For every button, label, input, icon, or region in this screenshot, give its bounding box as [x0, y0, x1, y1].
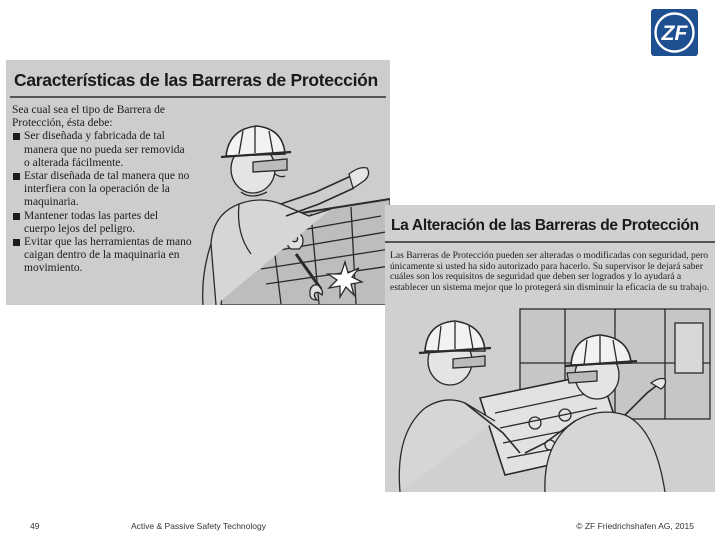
list-item [12, 236, 192, 276]
workers-at-control-panel-illustration [385, 303, 715, 492]
list-item-text: Evitar que las herramientas de mano caigan dentro de la maquinaria en movimiento. [24, 236, 192, 275]
list-item [12, 170, 192, 210]
worker-at-machine-illustration [191, 104, 390, 305]
footer-copyright: © ZF Friedrichshafen AG, 2015 [576, 521, 694, 531]
panel2-title: La Alteración de las Barreras de Protección [391, 217, 699, 234]
logo-text: ZF [661, 22, 688, 45]
bullet-square-icon [13, 239, 20, 246]
footer-title: Active & Passive Safety Technology [131, 521, 266, 531]
bullet-square-icon [13, 213, 20, 220]
barrier-alteration-panel [385, 205, 715, 492]
panel1-divider [10, 96, 386, 98]
panel1-title: Características de las Barreras de Protección [14, 70, 378, 90]
list-item-text: Ser diseñada y fabricada de tal manera que no pueda ser removida o alterada fácilmente. [24, 130, 185, 169]
list-item [12, 210, 192, 236]
bullet-square-icon [13, 173, 20, 180]
panel2-divider [385, 241, 715, 243]
bullet-square-icon [13, 133, 20, 140]
barrier-characteristics-panel [6, 60, 390, 305]
panel1-intro: Sea cual sea el tipo de Barrera de Protección, ésta debe: [12, 104, 165, 130]
panel1-body [12, 104, 192, 276]
list-item-text: Mantener todas las partes del cuerpo lejos del peligro. [24, 209, 159, 235]
panel2-body: Las Barreras de Protección pueden ser alteradas o modificadas con seguridad, pero únicamente si usted ha sido autorizado para hacerlo. Su supervisor le dejará saber cuáles son los requisitos de seguridad que deben ser logrados y lo ayudará a establecer un sistema mejor que lo protegerá sin disminuir la eficacia de su trabajo. [390, 250, 710, 293]
list-item [12, 130, 192, 170]
requirements-list [12, 130, 192, 275]
page-number: 49 [30, 521, 40, 531]
list-item-text: Estar diseñada de tal manera que no interfiera con la operación de la maquinaria. [24, 170, 190, 209]
zf-logo [651, 9, 698, 56]
